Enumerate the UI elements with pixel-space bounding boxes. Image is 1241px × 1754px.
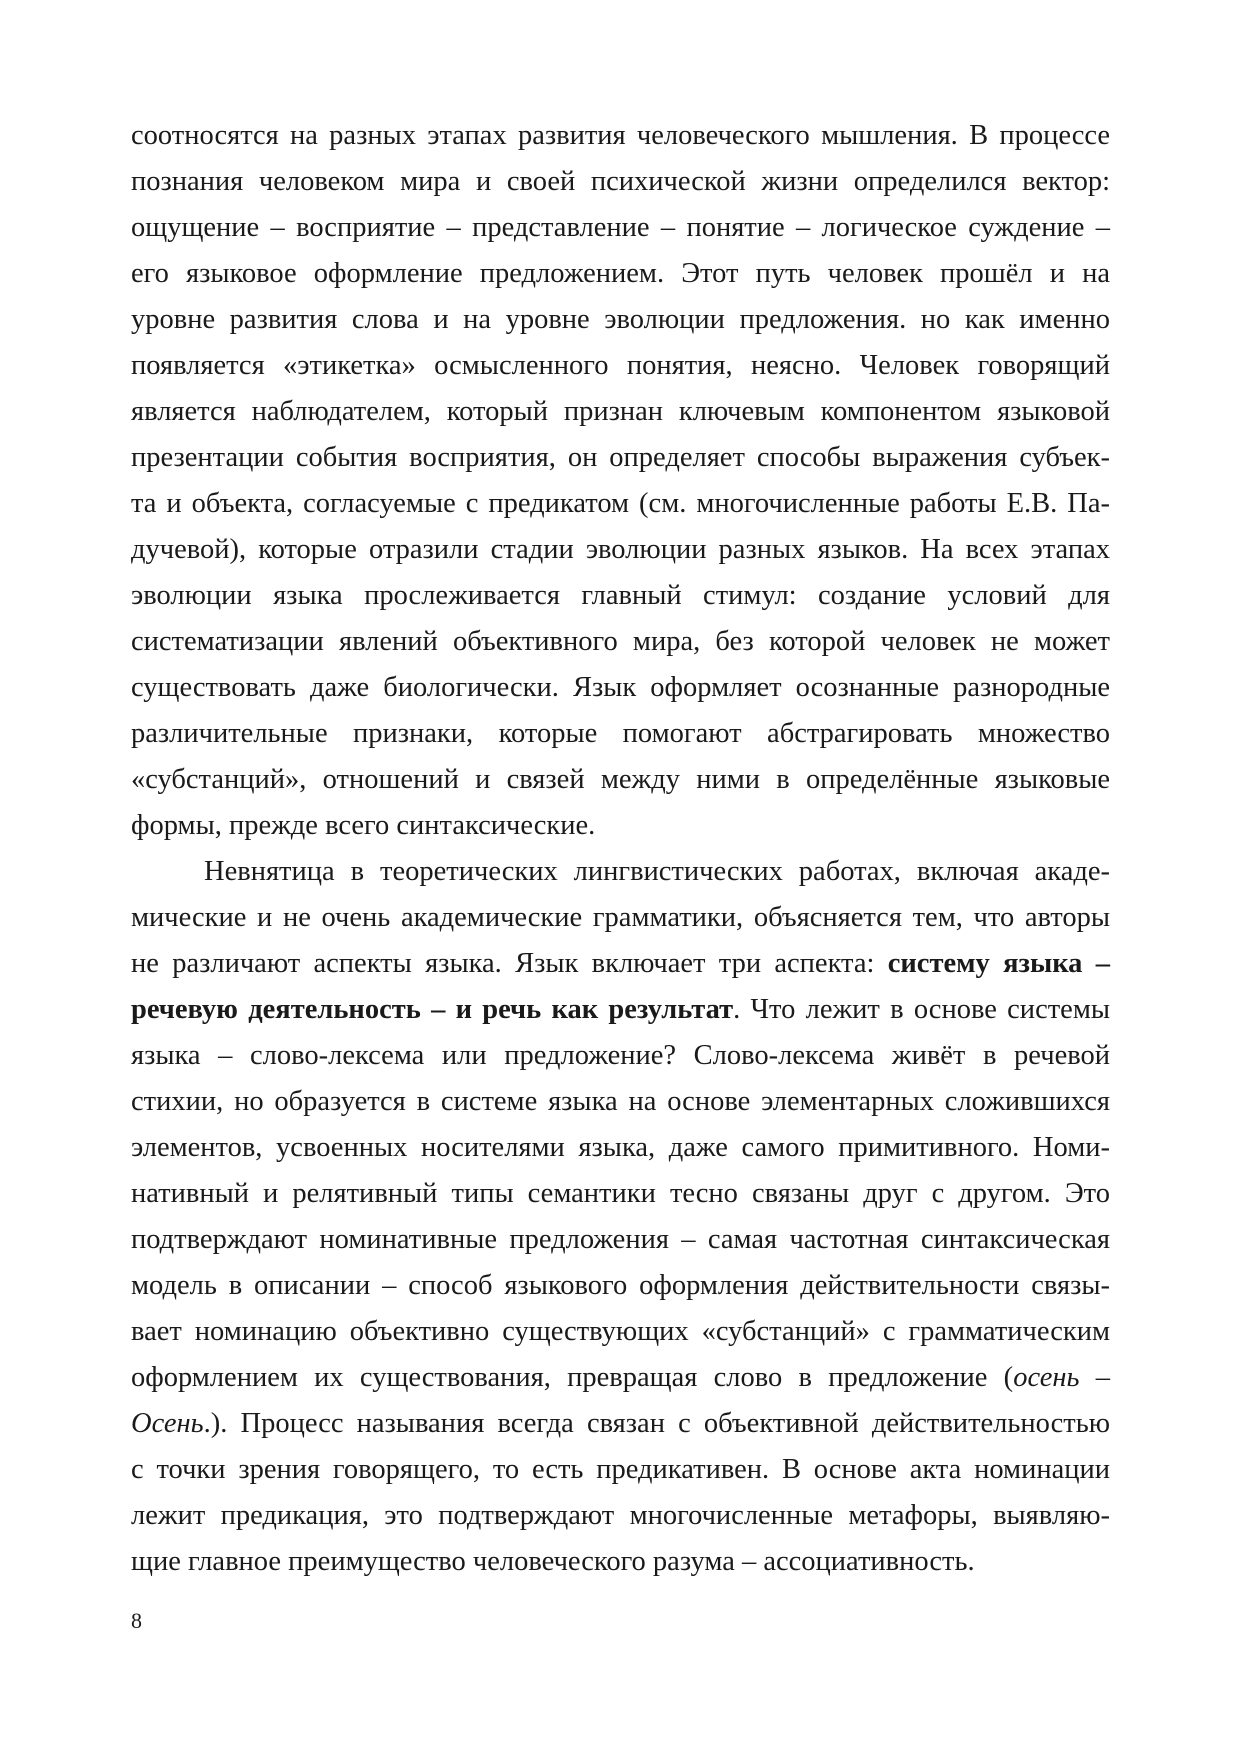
text-line	[131, 205, 1110, 251]
italic-text: Осень	[131, 1408, 204, 1439]
text-line	[131, 527, 1110, 573]
text-line	[131, 159, 1110, 205]
text-segment: Невнятица в теоретических лингвистических работах, включая акаде-	[204, 856, 1110, 887]
text-segment: различительные признаки, которые помогают абстрагировать множество	[131, 718, 1110, 749]
text-line	[131, 1355, 1110, 1401]
document-body	[131, 113, 1110, 1585]
text-line	[131, 1401, 1110, 1447]
text-line	[131, 113, 1110, 159]
text-line	[131, 1217, 1110, 1263]
italic-text: осень	[1013, 1362, 1080, 1393]
text-segment: оформлением их существования, превращая слово в предложение (	[131, 1362, 1014, 1393]
text-line	[131, 1539, 1110, 1585]
text-line	[131, 1447, 1110, 1493]
text-line	[131, 757, 1110, 803]
text-line	[131, 343, 1110, 389]
text-segment: презентации события восприятия, он определяет способы выражения субъек-	[131, 442, 1110, 473]
text-line	[131, 619, 1110, 665]
text-segment: является наблюдателем, который признан ключевым компонентом языковой	[131, 396, 1110, 427]
text-segment: нативный и релятивный типы семантики тесно связаны друг с другом. Это	[131, 1178, 1110, 1209]
text-line	[131, 1079, 1110, 1125]
text-segment: стихии, но образуется в системе языка на основе элементарных сложившихся	[131, 1086, 1110, 1117]
text-segment: «субстанций», отношений и связей между ними в определённые языковые	[131, 764, 1110, 795]
text-line	[131, 895, 1110, 941]
text-line	[131, 849, 1110, 895]
text-line	[131, 251, 1110, 297]
text-segment: ощущение – восприятие – представление – понятие – логическое суждение –	[131, 212, 1110, 243]
paragraph	[131, 113, 1110, 849]
text-segment: щие главное преимущество человеческого разума – ассоциативность.	[131, 1546, 975, 1577]
text-line	[131, 481, 1110, 527]
text-segment: существовать даже биологически. Язык оформляет осознанные разнородные	[131, 672, 1110, 703]
text-segment: мические и не очень академические грамматики, объясняется тем, что авторы	[131, 902, 1110, 933]
text-line	[131, 711, 1110, 757]
text-line	[131, 297, 1110, 343]
text-line	[131, 803, 1110, 849]
text-line	[131, 1309, 1110, 1355]
text-segment: соотносятся на разных этапах развития человеческого мышления. В процессе	[131, 120, 1110, 151]
text-segment: модель в описании – способ языкового оформления действительности связы-	[131, 1270, 1110, 1301]
text-segment: его языковое оформление предложением. Этот путь человек прошёл и на	[131, 258, 1110, 289]
text-segment: познания человеком мира и своей психической жизни определился вектор:	[131, 166, 1110, 197]
text-line	[131, 1493, 1110, 1539]
text-segment: появляется «этикетка» осмысленного понятия, неясно. Человек говорящий	[131, 350, 1110, 381]
text-segment: с точки зрения говорящего, то есть предикативен. В основе акта номинации	[131, 1454, 1110, 1485]
text-segment: уровне развития слова и на уровне эволюции предложения. но как именно	[131, 304, 1110, 335]
text-line	[131, 987, 1110, 1033]
text-segment: лежит предикация, это подтверждают многочисленные метафоры, выявляю-	[131, 1500, 1110, 1531]
text-segment: систематизации явлений объективного мира, без которой человек не может	[131, 626, 1110, 657]
text-segment: вает номинацию объективно существующих «субстанций» с грамматическим	[131, 1316, 1110, 1347]
text-segment: формы, прежде всего синтаксические.	[131, 810, 596, 841]
text-segment: дучевой), которые отразили стадии эволюции разных языков. На всех этапах	[131, 534, 1110, 565]
text-line	[131, 1125, 1110, 1171]
text-segment: элементов, усвоенных носителями языка, даже самого примитивного. Номи-	[131, 1132, 1110, 1163]
text-line	[131, 1033, 1110, 1079]
paragraph	[131, 849, 1110, 1585]
bold-text: систему языка –	[887, 948, 1110, 979]
text-segment: . Что лежит в основе системы	[733, 994, 1111, 1025]
text-line	[131, 1171, 1110, 1217]
bold-text: речевую деятельность – и речь как результат	[131, 994, 734, 1025]
text-segment: эволюции языка прослеживается главный стимул: создание условий для	[131, 580, 1110, 611]
text-segment: –	[1079, 1362, 1111, 1393]
text-line	[131, 941, 1110, 987]
page-number: 8	[131, 1608, 142, 1633]
text-line	[131, 389, 1110, 435]
text-segment: не различают аспекты языка. Язык включает три аспекта:	[131, 948, 888, 979]
text-segment: .). Процесс называния всегда связан с объективной действительностью	[203, 1408, 1110, 1439]
text-line	[131, 435, 1110, 481]
text-segment: языка – слово-лексема или предложение? Слово-лексема живёт в речевой	[131, 1040, 1110, 1071]
text-line	[131, 573, 1110, 619]
text-line	[131, 665, 1110, 711]
text-segment: та и объекта, согласуемые с предикатом (см. многочисленные работы Е.В. Па-	[131, 488, 1110, 519]
text-segment: подтверждают номинативные предложения – самая частотная синтаксическая	[131, 1224, 1110, 1255]
text-line	[131, 1263, 1110, 1309]
